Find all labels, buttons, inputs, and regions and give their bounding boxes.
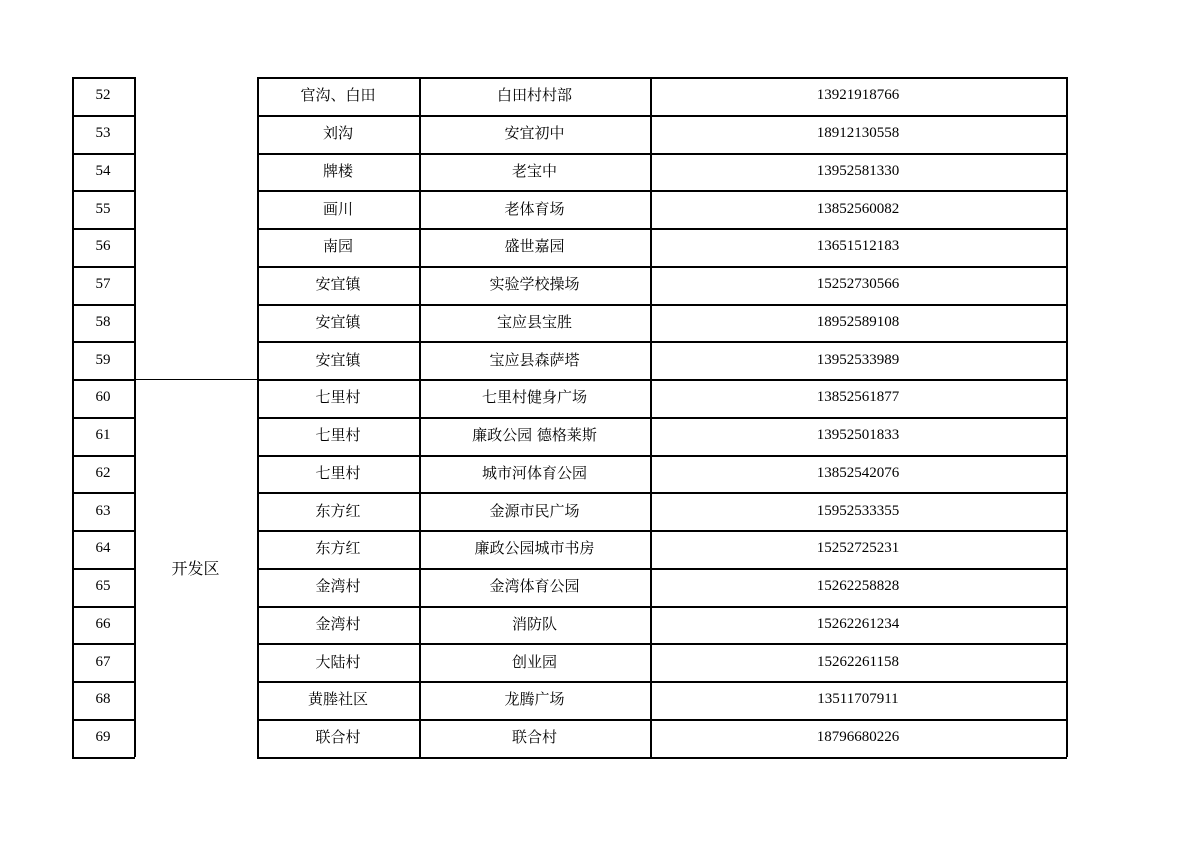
phone-cell: 13921918766 <box>816 87 900 104</box>
row-number: 62 <box>95 464 111 481</box>
row-number: 55 <box>95 200 111 217</box>
phone-cell: 13952533989 <box>816 351 900 368</box>
village-cell: 联合村 <box>315 728 361 747</box>
village-cell: 金湾村 <box>315 577 361 596</box>
village-cell: 七里村 <box>315 463 361 482</box>
phone-cell: 13852542076 <box>816 464 900 481</box>
village-cell: 官沟、白田 <box>300 86 376 105</box>
phone-cell: 15262261234 <box>816 615 900 632</box>
village-cell: 东方红 <box>315 539 361 558</box>
phone-cell: 15262261158 <box>817 653 899 670</box>
region-divider <box>134 379 257 380</box>
location-cell: 消防队 <box>511 614 557 633</box>
row-number: 60 <box>95 389 111 406</box>
village-cell: 南园 <box>322 237 353 256</box>
phone-cell: 13952501833 <box>816 427 900 444</box>
location-cell: 宝应县森萨塔 <box>489 350 580 369</box>
village-cell: 画川 <box>322 199 353 218</box>
village-cell: 大陆村 <box>315 652 361 671</box>
row-number: 63 <box>95 502 111 519</box>
phone-cell: 15252730566 <box>816 276 900 293</box>
village-cell: 刘沟 <box>322 124 353 143</box>
row-number: 66 <box>95 615 111 632</box>
phone-cell: 13852561877 <box>816 389 900 406</box>
row-number: 56 <box>95 238 111 255</box>
row-number: 69 <box>95 729 111 746</box>
location-cell: 七里村健身广场 <box>481 388 587 407</box>
row-number: 59 <box>95 351 111 368</box>
row-number: 68 <box>95 691 111 708</box>
phone-cell: 13651512183 <box>816 238 900 255</box>
village-cell: 黄塍社区 <box>307 690 368 709</box>
phone-cell: 13511707911 <box>817 691 899 708</box>
village-cell: 七里村 <box>315 426 361 445</box>
location-cell: 廉政公园城市书房 <box>474 539 595 558</box>
location-cell: 白田村村部 <box>496 86 572 105</box>
location-cell: 老体育场 <box>504 199 565 218</box>
location-cell: 金湾体育公园 <box>489 577 580 596</box>
column-divider <box>134 77 136 757</box>
row-divider <box>257 757 1067 759</box>
region-label: 开发区 <box>171 559 220 579</box>
row-divider <box>72 757 135 759</box>
row-number: 61 <box>95 427 111 444</box>
location-cell: 创业园 <box>511 652 557 671</box>
village-cell: 安宜镇 <box>315 350 361 369</box>
row-number: 57 <box>95 276 111 293</box>
phone-cell: 18912130558 <box>816 125 900 142</box>
phone-cell: 13852560082 <box>816 200 900 217</box>
phone-cell: 18796680226 <box>816 729 900 746</box>
location-cell: 龙腾广场 <box>504 690 565 709</box>
village-cell: 牌楼 <box>322 161 353 180</box>
location-cell: 盛世嘉园 <box>504 237 565 256</box>
location-cell: 老宝中 <box>511 161 557 180</box>
village-cell: 安宜镇 <box>315 312 361 331</box>
phone-cell: 15952533355 <box>816 502 900 519</box>
row-number: 64 <box>95 540 111 557</box>
location-cell: 宝应县宝胜 <box>496 312 572 331</box>
location-cell: 实验学校操场 <box>489 275 580 294</box>
row-number: 53 <box>95 125 111 142</box>
village-cell: 金湾村 <box>315 614 361 633</box>
row-number: 58 <box>95 313 111 330</box>
column-divider <box>1066 77 1068 757</box>
phone-cell: 15252725231 <box>816 540 900 557</box>
location-cell: 联合村 <box>511 728 557 747</box>
location-cell: 城市河体育公园 <box>481 463 587 482</box>
row-number: 65 <box>95 578 111 595</box>
village-cell: 七里村 <box>315 388 361 407</box>
location-cell: 金源市民广场 <box>489 501 580 520</box>
phone-cell: 18952589108 <box>816 313 900 330</box>
phone-cell: 13952581330 <box>816 162 900 179</box>
phone-cell: 15262258828 <box>816 578 900 595</box>
row-number: 67 <box>95 653 111 670</box>
location-cell: 廉政公园 德格莱斯 <box>472 426 597 445</box>
village-cell: 东方红 <box>315 501 361 520</box>
location-cell: 安宜初中 <box>504 124 565 143</box>
row-number: 54 <box>95 162 111 179</box>
row-number: 52 <box>95 87 111 104</box>
village-cell: 安宜镇 <box>315 275 361 294</box>
